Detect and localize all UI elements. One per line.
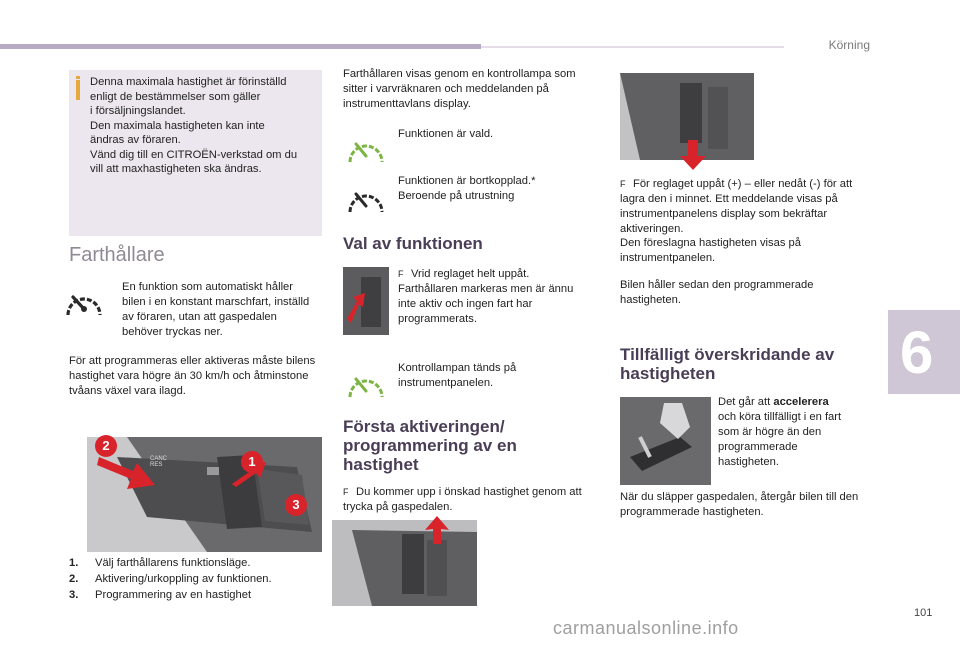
- state-disabled: Funktionen är bortkopplad.* Beroende på utrustning: [398, 175, 536, 202]
- bullet: F: [343, 487, 349, 497]
- cruise-programming: För att programmeras eller aktiveras måste bilens hastighet vara högre än 30 km/h och åtminstone tvåans växel vara ilagd.: [69, 355, 316, 397]
- speedometer-icon: [343, 367, 389, 403]
- adjust-step-text: För reglaget uppåt (+) – eller nedåt (-) för att lagra den i minnet. Ett meddelande visas på instrumentpanelens display som bekräftar aktiveringen.: [620, 178, 853, 235]
- list-item: [69, 589, 251, 601]
- speedometer-icon: [343, 182, 389, 218]
- callout-1: 1: [241, 451, 263, 473]
- info-text: Denna maximala hastighet är förinställd enligt de bestämmelser som gäller i försäljningslandet. Den maximala hastigheten kan inte ändras av föraren. Vänd dig till en CITROËN-verkstad om du vill att maxhastigheten ska ändras.: [90, 76, 298, 175]
- first-activation-heading: Första aktiveringen/ programmering av en hastighet: [343, 417, 517, 474]
- list-number: 3.: [69, 589, 79, 601]
- override-pre: Det går att: [718, 396, 774, 408]
- state-selected: Funktionen är vald.: [398, 128, 494, 140]
- list-text: Aktivering/urkoppling av funktionen.: [95, 573, 272, 585]
- holds-speed: Bilen håller sedan den programmerade hastigheten.: [620, 279, 814, 306]
- bullet: F: [398, 269, 404, 279]
- bullet: F: [620, 179, 626, 189]
- select-heading: Val av funktionen: [343, 234, 483, 253]
- header-accent-line: [481, 46, 784, 48]
- cruise-control-heading: Farthållare: [69, 244, 165, 266]
- info-icon-bar: [76, 80, 80, 100]
- red-arrow-icon: [425, 516, 449, 544]
- callout-2: 2: [95, 435, 117, 457]
- info-icon: [76, 76, 80, 79]
- lever-label: CANC RES: [150, 456, 168, 468]
- speedometer-icon: [60, 285, 108, 325]
- lever-photo-small: [343, 267, 389, 335]
- first-step: [343, 485, 593, 515]
- select-step-text: Vrid reglaget helt uppåt. Farthållaren markeras men är ännu inte aktiv och ingen fart har programmerats.: [398, 268, 574, 325]
- adjust-step: [620, 177, 880, 237]
- list-item: [69, 557, 250, 569]
- override-heading: Tillfälligt överskridande av hastigheten: [620, 345, 835, 383]
- release-text: När du släpper gaspedalen, återgår bilen till den programmerade hastigheten.: [620, 491, 859, 518]
- accelerator-photo: [620, 397, 711, 485]
- header-accent-bar: [0, 44, 481, 49]
- list-number: 1.: [69, 557, 79, 569]
- red-arrow-icon: [680, 140, 706, 170]
- speedometer-icon: [343, 132, 389, 168]
- col2-intro: Farthållaren visas genom en kontrollampa som sitter i varvräknaren och meddelanden på instrumenttavlans display.: [343, 68, 576, 110]
- watermark: carmanualsonline.info: [553, 618, 739, 638]
- cruise-intro: En funktion som automatiskt håller bilen i en konstant marschfart, inställd av föraren, utan att gaspedalen behöver tryckas ner.: [122, 281, 310, 338]
- section-name: Körning: [828, 38, 870, 52]
- list-text: Välj farthållarens funktionsläge.: [95, 557, 251, 569]
- lever-photo-accelerate: [332, 520, 477, 606]
- page-number: 101: [914, 607, 933, 619]
- override-post: och köra tillfälligt i en fart som är högre än den programmerade hastigheten.: [718, 411, 842, 468]
- list-text: Programmering av en hastighet: [95, 589, 252, 601]
- override-bold: accelerera: [773, 396, 829, 408]
- select-step: [398, 267, 588, 327]
- callout-3: 3: [285, 494, 307, 516]
- list-number: 2.: [69, 573, 79, 585]
- suggested-speed: Den föreslagna hastigheten visas på instrumentpanelen.: [620, 237, 801, 264]
- lamp-lit: Kontrollampan tänds på instrumentpanelen.: [398, 362, 517, 389]
- list-item: [69, 573, 272, 585]
- first-step-text: Du kommer upp i önskad hastighet genom att trycka på gaspedalen.: [343, 486, 582, 513]
- chapter-number: 6: [900, 319, 934, 386]
- override-text: [718, 395, 843, 470]
